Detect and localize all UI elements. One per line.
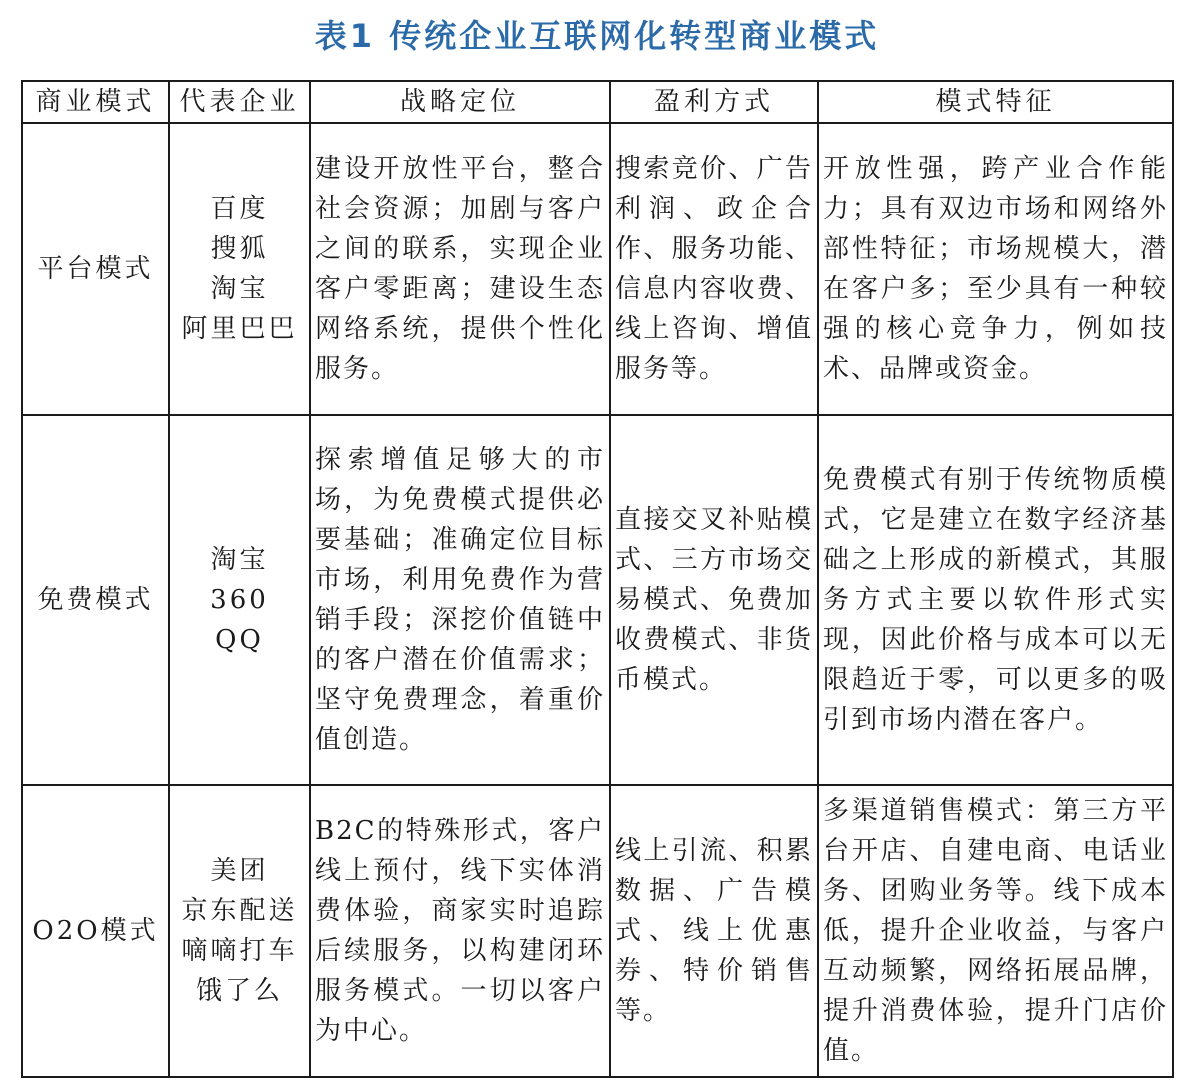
table-row	[22, 123, 1173, 415]
cell-companies	[169, 123, 310, 415]
company-name: 淘宝	[210, 274, 269, 304]
header-representative-companies: 代表企业	[169, 81, 310, 123]
company-name: 阿里巴巴	[181, 314, 298, 344]
table-row	[22, 415, 1173, 785]
company-name: 搜狐	[210, 234, 269, 264]
cell-model: O2O模式	[22, 785, 169, 1077]
header-business-model: 商业模式	[22, 81, 169, 123]
header-model-features: 模式特征	[818, 81, 1173, 123]
cell-positioning: B2C的特殊形式，客户线上预付，线下实体消费体验，商家实时追踪后续服务，以构建闭环服务模式。一切以客户为中心。	[310, 785, 610, 1077]
cell-features: 多渠道销售模式：第三方平台开店、自建电商、电话业务、团购业务等。线下成本低，提升企业收益，与客户互动频繁，网络拓展品牌，提升消费体验，提升门店价值。	[818, 785, 1173, 1077]
table-row	[22, 785, 1173, 1077]
cell-model: 免费模式	[22, 415, 169, 785]
company-name: 京东配送	[181, 896, 298, 926]
cell-model: 平台模式	[22, 123, 169, 415]
cell-positioning: 建设开放性平台，整合社会资源；加剧与客户之间的联系，实现企业客户零距离；建设生态网络系统，提供个性化服务。	[310, 123, 610, 415]
company-name: 淘宝	[210, 545, 269, 575]
cell-profit: 直接交叉补贴模式、三方市场交易模式、免费加收费模式、非货币模式。	[610, 415, 818, 785]
company-name: 百度	[210, 194, 269, 224]
cell-positioning: 探索增值足够大的市场，为免费模式提供必要基础；准确定位目标市场，利用免费作为营销手段；深挖价值链中的客户潜在价值需求；坚守免费理念，着重价值创造。	[310, 415, 610, 785]
cell-companies	[169, 415, 310, 785]
table-title: 表1 传统企业互联网化转型商业模式	[314, 17, 880, 55]
cell-profit: 搜索竞价、广告利润、政企合作、服务功能、信息内容收费、线上咨询、增值服务等。	[610, 123, 818, 415]
cell-features: 免费模式有别于传统物质模式，它是建立在数字经济基础之上形成的新模式，其服务方式主要以软件形式实现，因此价格与成本可以无限趋近于零，可以更多的吸引到市场内潜在客户。	[818, 415, 1173, 785]
company-name: 360	[210, 585, 269, 615]
company-name: 饿了么	[195, 976, 283, 1006]
cell-companies	[169, 785, 310, 1077]
header-strategic-positioning: 战略定位	[310, 81, 610, 123]
cell-features: 开放性强，跨产业合作能力；具有双边市场和网络外部性特征；市场规模大，潜在客户多；至少具有一种较强的核心竞争力，例如技术、品牌或资金。	[818, 123, 1173, 415]
company-name: 美团	[210, 856, 269, 886]
header-profit-method: 盈利方式	[610, 81, 818, 123]
table-header-row	[22, 81, 1173, 123]
company-name: QQ	[215, 625, 264, 655]
cell-profit: 线上引流、积累数据、广告模式、线上优惠券、特价销售等。	[610, 785, 818, 1077]
company-name: 嘀嘀打车	[181, 936, 298, 966]
business-model-table	[21, 80, 1174, 1078]
